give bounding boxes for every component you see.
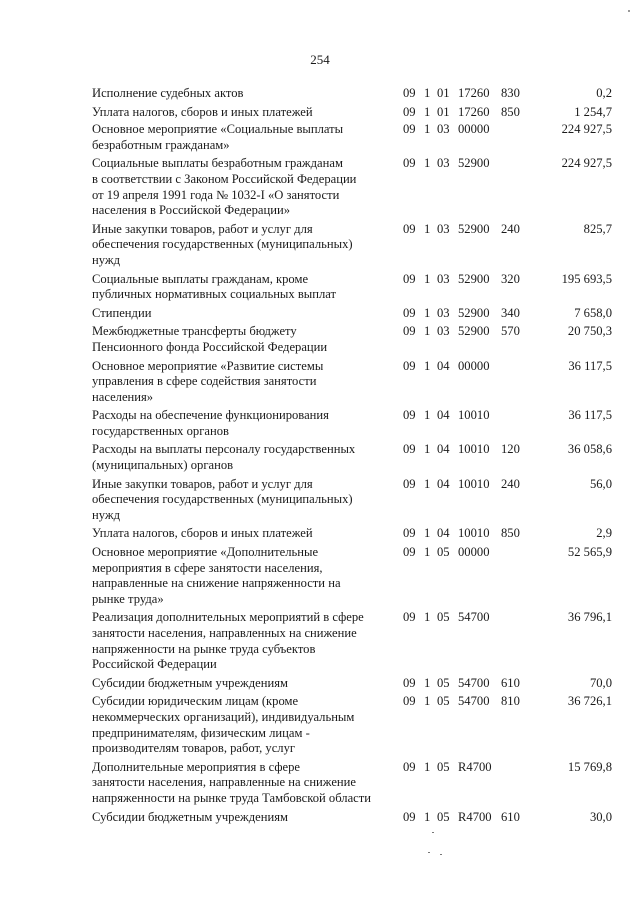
expense-direction-code: 54700 — [458, 610, 490, 625]
row-description: Межбюджетные трансферты бюджету Пенсионного фонда Российской Федерации — [92, 324, 328, 354]
subprogram-code: 1 — [424, 442, 431, 457]
program-code: 09 — [403, 408, 416, 423]
program-code: 09 — [403, 809, 416, 824]
expense-direction-code: 00000 — [458, 545, 490, 560]
main-event-code: 01 — [437, 86, 450, 100]
expense-type-code: 830 — [501, 86, 520, 100]
subprogram-code: 1 — [424, 408, 431, 423]
subprogram-code: 1 — [424, 476, 431, 491]
amount: 52 565,9 — [567, 545, 612, 560]
expense-direction-code: 00000 — [458, 358, 490, 373]
subprogram-code: 1 — [424, 221, 431, 236]
table-row — [92, 122, 612, 153]
subprogram-code: 1 — [424, 358, 431, 373]
main-event-code: 04 — [437, 358, 450, 373]
main-event-code: 04 — [437, 476, 450, 491]
row-description: Стипендии — [92, 305, 152, 320]
table-row — [92, 545, 612, 607]
program-code: 09 — [403, 694, 416, 709]
table-row — [92, 222, 612, 269]
main-event-code: 04 — [437, 408, 450, 423]
amount: 36 117,5 — [568, 358, 612, 373]
expense-direction-code: 00000 — [458, 122, 490, 137]
main-event-code: 04 — [437, 526, 450, 541]
expense-type-code: 810 — [501, 694, 520, 709]
expense-direction-code: 10010 — [458, 442, 490, 457]
row-description: Исполнение судебных актов — [92, 86, 244, 100]
program-code: 09 — [403, 324, 416, 339]
main-event-code: 05 — [437, 694, 450, 709]
row-description: Субсидии юридическим лицам (кроме некоммерческих организаций), индивидуальным предпринимателям, физическим лицам - производителям товаров, работ, услуг — [92, 694, 355, 756]
amount: 36 726,1 — [567, 694, 612, 709]
row-description: Основное мероприятие «Социальные выплаты безработным гражданам» — [92, 122, 344, 152]
row-description: Уплата налогов, сборов и иных платежей — [92, 104, 313, 119]
expense-type-code: 570 — [501, 324, 520, 339]
amount: 20 750,3 — [567, 324, 612, 339]
main-event-code: 05 — [437, 545, 450, 560]
scan-mark — [628, 10, 630, 12]
row-description: Реализация дополнительных мероприятий в сфере занятости населения, направленных на снижение напряженности на рынке труда субъектов Российской Федерации — [92, 610, 364, 672]
expense-type-code: 240 — [501, 476, 520, 491]
expense-direction-code: 10010 — [458, 408, 490, 423]
table-row — [92, 760, 612, 807]
amount: 2,9 — [596, 526, 612, 541]
subprogram-code: 1 — [424, 545, 431, 560]
expense-type-code: 850 — [501, 104, 520, 119]
amount: 224 927,5 — [561, 122, 612, 137]
row-description: Субсидии бюджетным учреждениям — [92, 809, 288, 824]
subprogram-code: 1 — [424, 122, 431, 137]
program-code: 09 — [403, 271, 416, 286]
expense-type-code: 240 — [501, 221, 520, 236]
subprogram-code: 1 — [424, 305, 431, 320]
expense-direction-code: 17260 — [458, 86, 490, 100]
subprogram-code: 1 — [424, 271, 431, 286]
table-row — [92, 526, 612, 542]
main-event-code: 05 — [437, 675, 450, 690]
row-description: Расходы на выплаты персоналу государственных (муниципальных) органов — [92, 442, 356, 473]
expense-direction-code: 10010 — [458, 526, 490, 541]
subprogram-code: 1 — [424, 324, 431, 339]
main-event-code: 03 — [437, 122, 450, 137]
subprogram-code: 1 — [424, 759, 431, 774]
expense-type-code: 610 — [501, 809, 520, 824]
subprogram-code: 1 — [424, 809, 431, 824]
table-row — [92, 105, 612, 121]
amount: 56,0 — [589, 476, 612, 491]
row-description: Социальные выплаты гражданам, кроме публичных нормативных социальных выплат — [92, 271, 337, 302]
main-event-code: 03 — [437, 271, 450, 286]
expense-direction-code: R4700 — [458, 809, 492, 824]
program-code: 09 — [403, 675, 416, 690]
program-code: 09 — [403, 610, 416, 625]
program-code: 09 — [403, 221, 416, 236]
program-code: 09 — [403, 545, 416, 560]
table-row — [92, 810, 612, 826]
program-code: 09 — [403, 122, 416, 137]
amount: 70,0 — [589, 675, 612, 690]
expense-direction-code: 52900 — [458, 305, 490, 320]
expense-direction-code: 52900 — [458, 271, 490, 286]
scan-marks — [426, 830, 446, 860]
amount: 30,0 — [589, 809, 612, 824]
main-event-code: 05 — [437, 610, 450, 625]
table-row — [92, 86, 612, 102]
amount: 15 769,8 — [567, 759, 612, 774]
subprogram-code: 1 — [424, 156, 431, 171]
row-description: Дополнительные мероприятия в сфере занятости населения, направленные на снижение напряженности на рынке труда Тамбовской области — [92, 759, 372, 805]
table-row — [92, 442, 612, 473]
expense-direction-code: 52900 — [458, 156, 490, 171]
program-code: 09 — [403, 358, 416, 373]
amount: 36 058,6 — [567, 442, 612, 457]
main-event-code: 01 — [437, 104, 450, 119]
program-code: 09 — [403, 442, 416, 457]
table-row — [92, 477, 612, 524]
subprogram-code: 1 — [424, 104, 431, 119]
expense-direction-code: 54700 — [458, 694, 490, 709]
main-event-code: 05 — [437, 809, 450, 824]
expense-type-code: 610 — [501, 675, 520, 690]
program-code: 09 — [403, 759, 416, 774]
expense-direction-code: 52900 — [458, 324, 490, 339]
program-code: 09 — [403, 476, 416, 491]
main-event-code: 03 — [437, 156, 450, 171]
main-event-code: 03 — [437, 221, 450, 236]
table-row — [92, 272, 612, 303]
amount: 825,7 — [583, 221, 612, 236]
row-description: Уплата налогов, сборов и иных платежей — [92, 526, 313, 541]
table-row — [92, 694, 612, 756]
table-row — [92, 610, 612, 672]
expense-direction-code: 17260 — [458, 104, 490, 119]
table-row — [92, 306, 612, 322]
row-description: Иные закупки товаров, работ и услуг для обеспечения государственных (муниципальных) нужд — [92, 221, 353, 267]
row-description: Основное мероприятие «Дополнительные мероприятия в сфере занятости населения, направленные на снижение напряженности на рынке труда» — [92, 545, 341, 606]
main-event-code: 03 — [437, 324, 450, 339]
expense-type-code: 850 — [501, 526, 520, 541]
amount: 0,2 — [596, 86, 612, 100]
table-row — [92, 408, 612, 439]
amount: 7 658,0 — [574, 305, 612, 320]
program-code: 09 — [403, 305, 416, 320]
subprogram-code: 1 — [424, 610, 431, 625]
amount: 224 927,5 — [561, 156, 612, 171]
expense-type-code: 340 — [501, 305, 520, 320]
subprogram-code: 1 — [424, 694, 431, 709]
program-code: 09 — [403, 104, 416, 119]
program-code: 09 — [403, 526, 416, 541]
page-number: 254 — [310, 52, 330, 67]
row-description: Субсидии бюджетным учреждениям — [92, 675, 288, 690]
row-description: Расходы на обеспечение функционирования государственных органов — [92, 408, 329, 438]
table-row — [92, 324, 612, 355]
program-code: 09 — [403, 86, 416, 100]
row-description: Социальные выплаты безработным гражданам в соответствии с Законом Российской Федерации от 19 апреля 1991 года № 1032-I «О занятости населения в Российской Федерации» — [92, 156, 357, 218]
table-row — [92, 359, 612, 406]
amount: 36 117,5 — [568, 408, 612, 423]
amount: 195 693,5 — [561, 271, 612, 286]
expense-direction-code: R4700 — [458, 759, 492, 774]
table-row — [92, 676, 612, 692]
amount: 1 254,7 — [574, 104, 612, 119]
expense-type-code: 120 — [501, 442, 520, 457]
subprogram-code: 1 — [424, 675, 431, 690]
expense-direction-code: 10010 — [458, 476, 490, 491]
expense-direction-code: 54700 — [458, 675, 490, 690]
table-row — [92, 156, 612, 218]
expense-type-code: 320 — [501, 271, 520, 286]
main-event-code: 05 — [437, 759, 450, 774]
program-code: 09 — [403, 156, 416, 171]
subprogram-code: 1 — [424, 526, 431, 541]
main-event-code: 04 — [437, 442, 450, 457]
main-event-code: 03 — [437, 305, 450, 320]
expense-direction-code: 52900 — [458, 221, 490, 236]
row-description: Основное мероприятие «Развитие системы управления в сфере содействия занятости населения» — [92, 358, 324, 404]
budget-table — [92, 86, 612, 828]
subprogram-code: 1 — [424, 86, 431, 100]
amount: 36 796,1 — [567, 610, 612, 625]
row-description: Иные закупки товаров, работ и услуг для обеспечения государственных (муниципальных) нужд — [92, 476, 353, 522]
